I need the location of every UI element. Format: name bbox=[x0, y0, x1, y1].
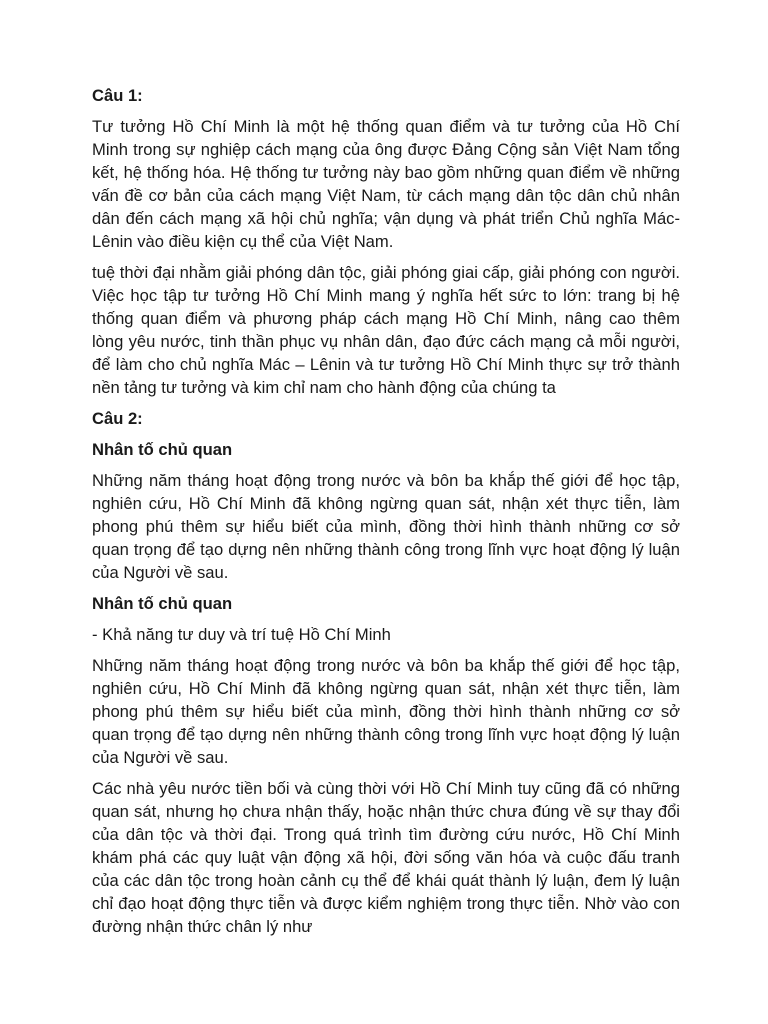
paragraph-2: tuệ thời đại nhằm giải phóng dân tộc, giải phóng giai cấp, giải phóng con người. Việc học tập tư tưởng Hồ Chí Minh mang ý nghĩa hết sức to lớn: trang bị hệ thống quan điểm và phương pháp cách mạng Hồ Chí Minh, nâng cao thêm lòng yêu nước, tinh thần phục vụ nhân dân, đạo đức cách mạng cả mỗi người, để làm cho chủ nghĩa Mác – Lênin và tư tưởng Hồ Chí Minh thực sự trở thành nền tảng tư tưởng và kim chỉ nam cho hành động của chúng ta bbox=[92, 263, 680, 397]
list-item: - Khả năng tư duy và trí tuệ Hồ Chí Minh bbox=[92, 625, 391, 644]
section-subheading-1: Nhân tố chủ quan bbox=[92, 440, 233, 459]
section-subheading-2: Nhân tố chủ quan bbox=[92, 594, 233, 613]
document-page bbox=[92, 84, 680, 946]
paragraph-4: Những năm tháng hoạt động trong nước và bôn ba khắp thế giới để học tập, nghiên cứu, Hồ Chí Minh đã không ngừng quan sát, nhận xét thực tiễn, làm phong phú thêm sự hiểu biết của mình, đồng thời hình thành những cơ sở quan trọng để tạo dựng nên những thành công trong lĩnh vực hoạt động lý luận của Người về sau. bbox=[92, 656, 680, 767]
paragraph-5: Các nhà yêu nước tiền bối và cùng thời với Hồ Chí Minh tuy cũng đã có những quan sát, nhưng họ chưa nhận thấy, hoặc nhận thức chưa đúng về sự thay đổi của dân tộc và thời đại. Trong quá trình tìm đường cứu nước, Hồ Chí Minh khám phá các quy luật vận động xã hội, đời sống văn hóa và cuộc đấu tranh của các dân tộc trong hoàn cảnh cụ thể để khái quát thành lý luận, đem lý luận chỉ đạo hoạt động thực tiễn và được kiểm nghiệm trong thực tiễn. Nhờ vào con đường nhận thức chân lý như bbox=[92, 779, 680, 936]
question-1-heading: Câu 1: bbox=[92, 86, 143, 105]
paragraph-3: Những năm tháng hoạt động trong nước và bôn ba khắp thế giới để học tập, nghiên cứu, Hồ Chí Minh đã không ngừng quan sát, nhận xét thực tiễn, làm phong phú thêm sự hiểu biết của mình, đồng thời hình thành những cơ sở quan trọng để tạo dựng nên những thành công trong lĩnh vực hoạt động lý luận của Người về sau. bbox=[92, 471, 680, 582]
paragraph-1: Tư tưởng Hồ Chí Minh là một hệ thống quan điểm và tư tưởng của Hồ Chí Minh trong sự nghiệp cách mạng của ông được Đảng Cộng sản Việt Nam tổng kết, hệ thống hóa. Hệ thống tư tưởng này bao gồm những quan điểm về những vấn đề cơ bản của cách mạng Việt Nam, từ cách mạng dân tộc dân chủ nhân dân đến cách mạng xã hội chủ nghĩa; vận dụng và phát triển Chủ nghĩa Mác-Lênin vào điều kiện cụ thể của Việt Nam. bbox=[92, 117, 680, 251]
question-2-heading: Câu 2: bbox=[92, 409, 143, 428]
